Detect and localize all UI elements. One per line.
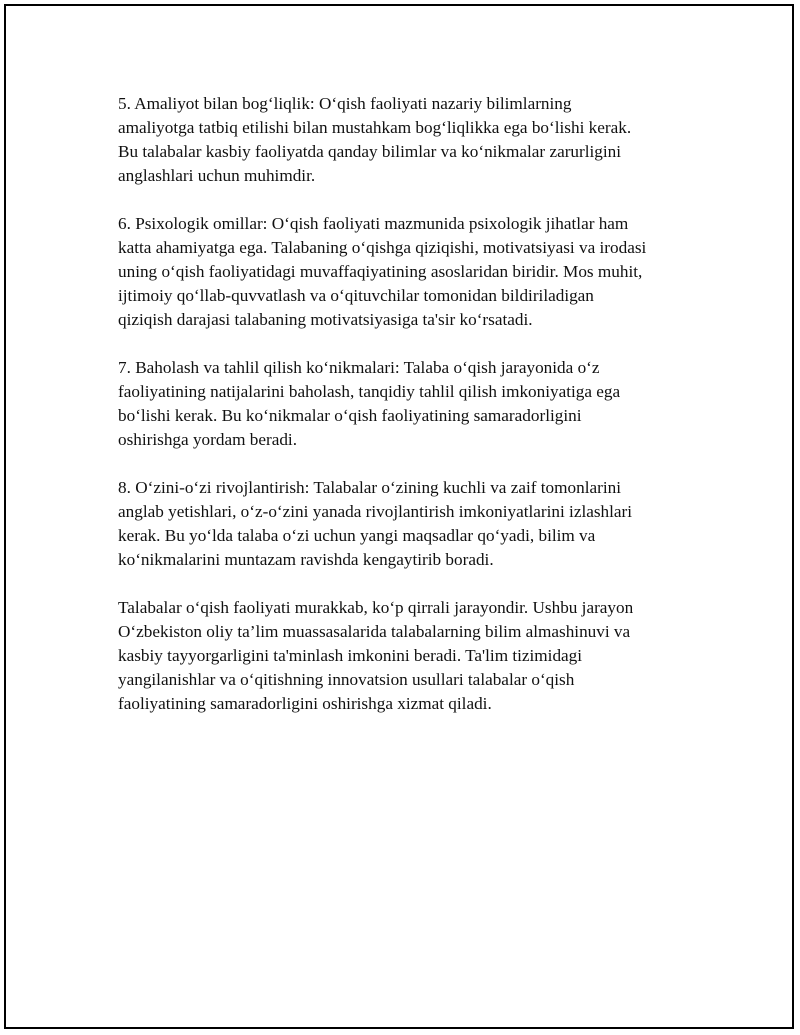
paragraph-psychological-factors: 6. Psixologik omillar: O‘qish faoliyati mazmunida psixologik jihatlar ham katta ahamiyatga ega. Talabaning o‘qishga qiziqishi, motivatsiyasi va irodasi uning o‘qish faoliyatidagi muvaffaqiyatining asoslaridan biridir. Mos muhit, ijtimoiy qo‘llab-quvvatlash va o‘qituvchilar tomonidan bildiriladigan qiziqish darajasi talabaning motivatsiyasiga ta'sir ko‘rsatadi. — [118, 214, 647, 329]
paragraph-assessment-skills: 7. Baholash va tahlil qilish ko‘nikmalari: Talaba o‘qish jarayonida o‘z faoliyatining natijalarini baholash, tanqidiy tahlil qilish imkoniyatiga ega bo‘lishi kerak. Bu ko‘nikmalar o‘qish faoliyatining samaradorligini oshirishga yordam beradi. — [118, 358, 621, 449]
document-body — [118, 92, 708, 740]
paragraph-practice-link: 5. Amaliyot bilan bog‘liqlik: O‘qish faoliyati nazariy bilimlarning amaliyotga tatbiq etilishi bilan mustahkam bog‘liqlikka ega bo‘lishi kerak. Bu talabalar kasbiy faoliyatda qanday bilimlar va ko‘nikmalar zarurligini anglashlari uchun muhimdir. — [118, 94, 632, 185]
paragraph-self-development: 8. O‘zini-o‘zi rivojlantirish: Talabalar o‘zining kuchli va zaif tomonlarini anglab yetishlari, o‘z-o‘zini yanada rivojlantirish imkoniyatlarini izlashlari kerak. Bu yo‘lda talaba o‘zi uchun yangi maqsadlar qo‘yadi, bilim va ko‘nikmalarini muntazam ravishda kengaytirib boradi. — [118, 478, 633, 569]
paragraph-conclusion: Talabalar o‘qish faoliyati murakkab, ko‘p qirrali jarayondir. Ushbu jarayon O‘zbekiston oliy ta’lim muassasalarida talabalarning bilim almashinuvi va kasbiy tayyorgarligini ta'minlash imkonini beradi. Ta'lim tizimidagi yangilanishlar va o‘qitishning innovatsion usullari talabalar o‘qish faoliyatining samaradorligini oshirishga xizmat qiladi. — [118, 598, 634, 713]
